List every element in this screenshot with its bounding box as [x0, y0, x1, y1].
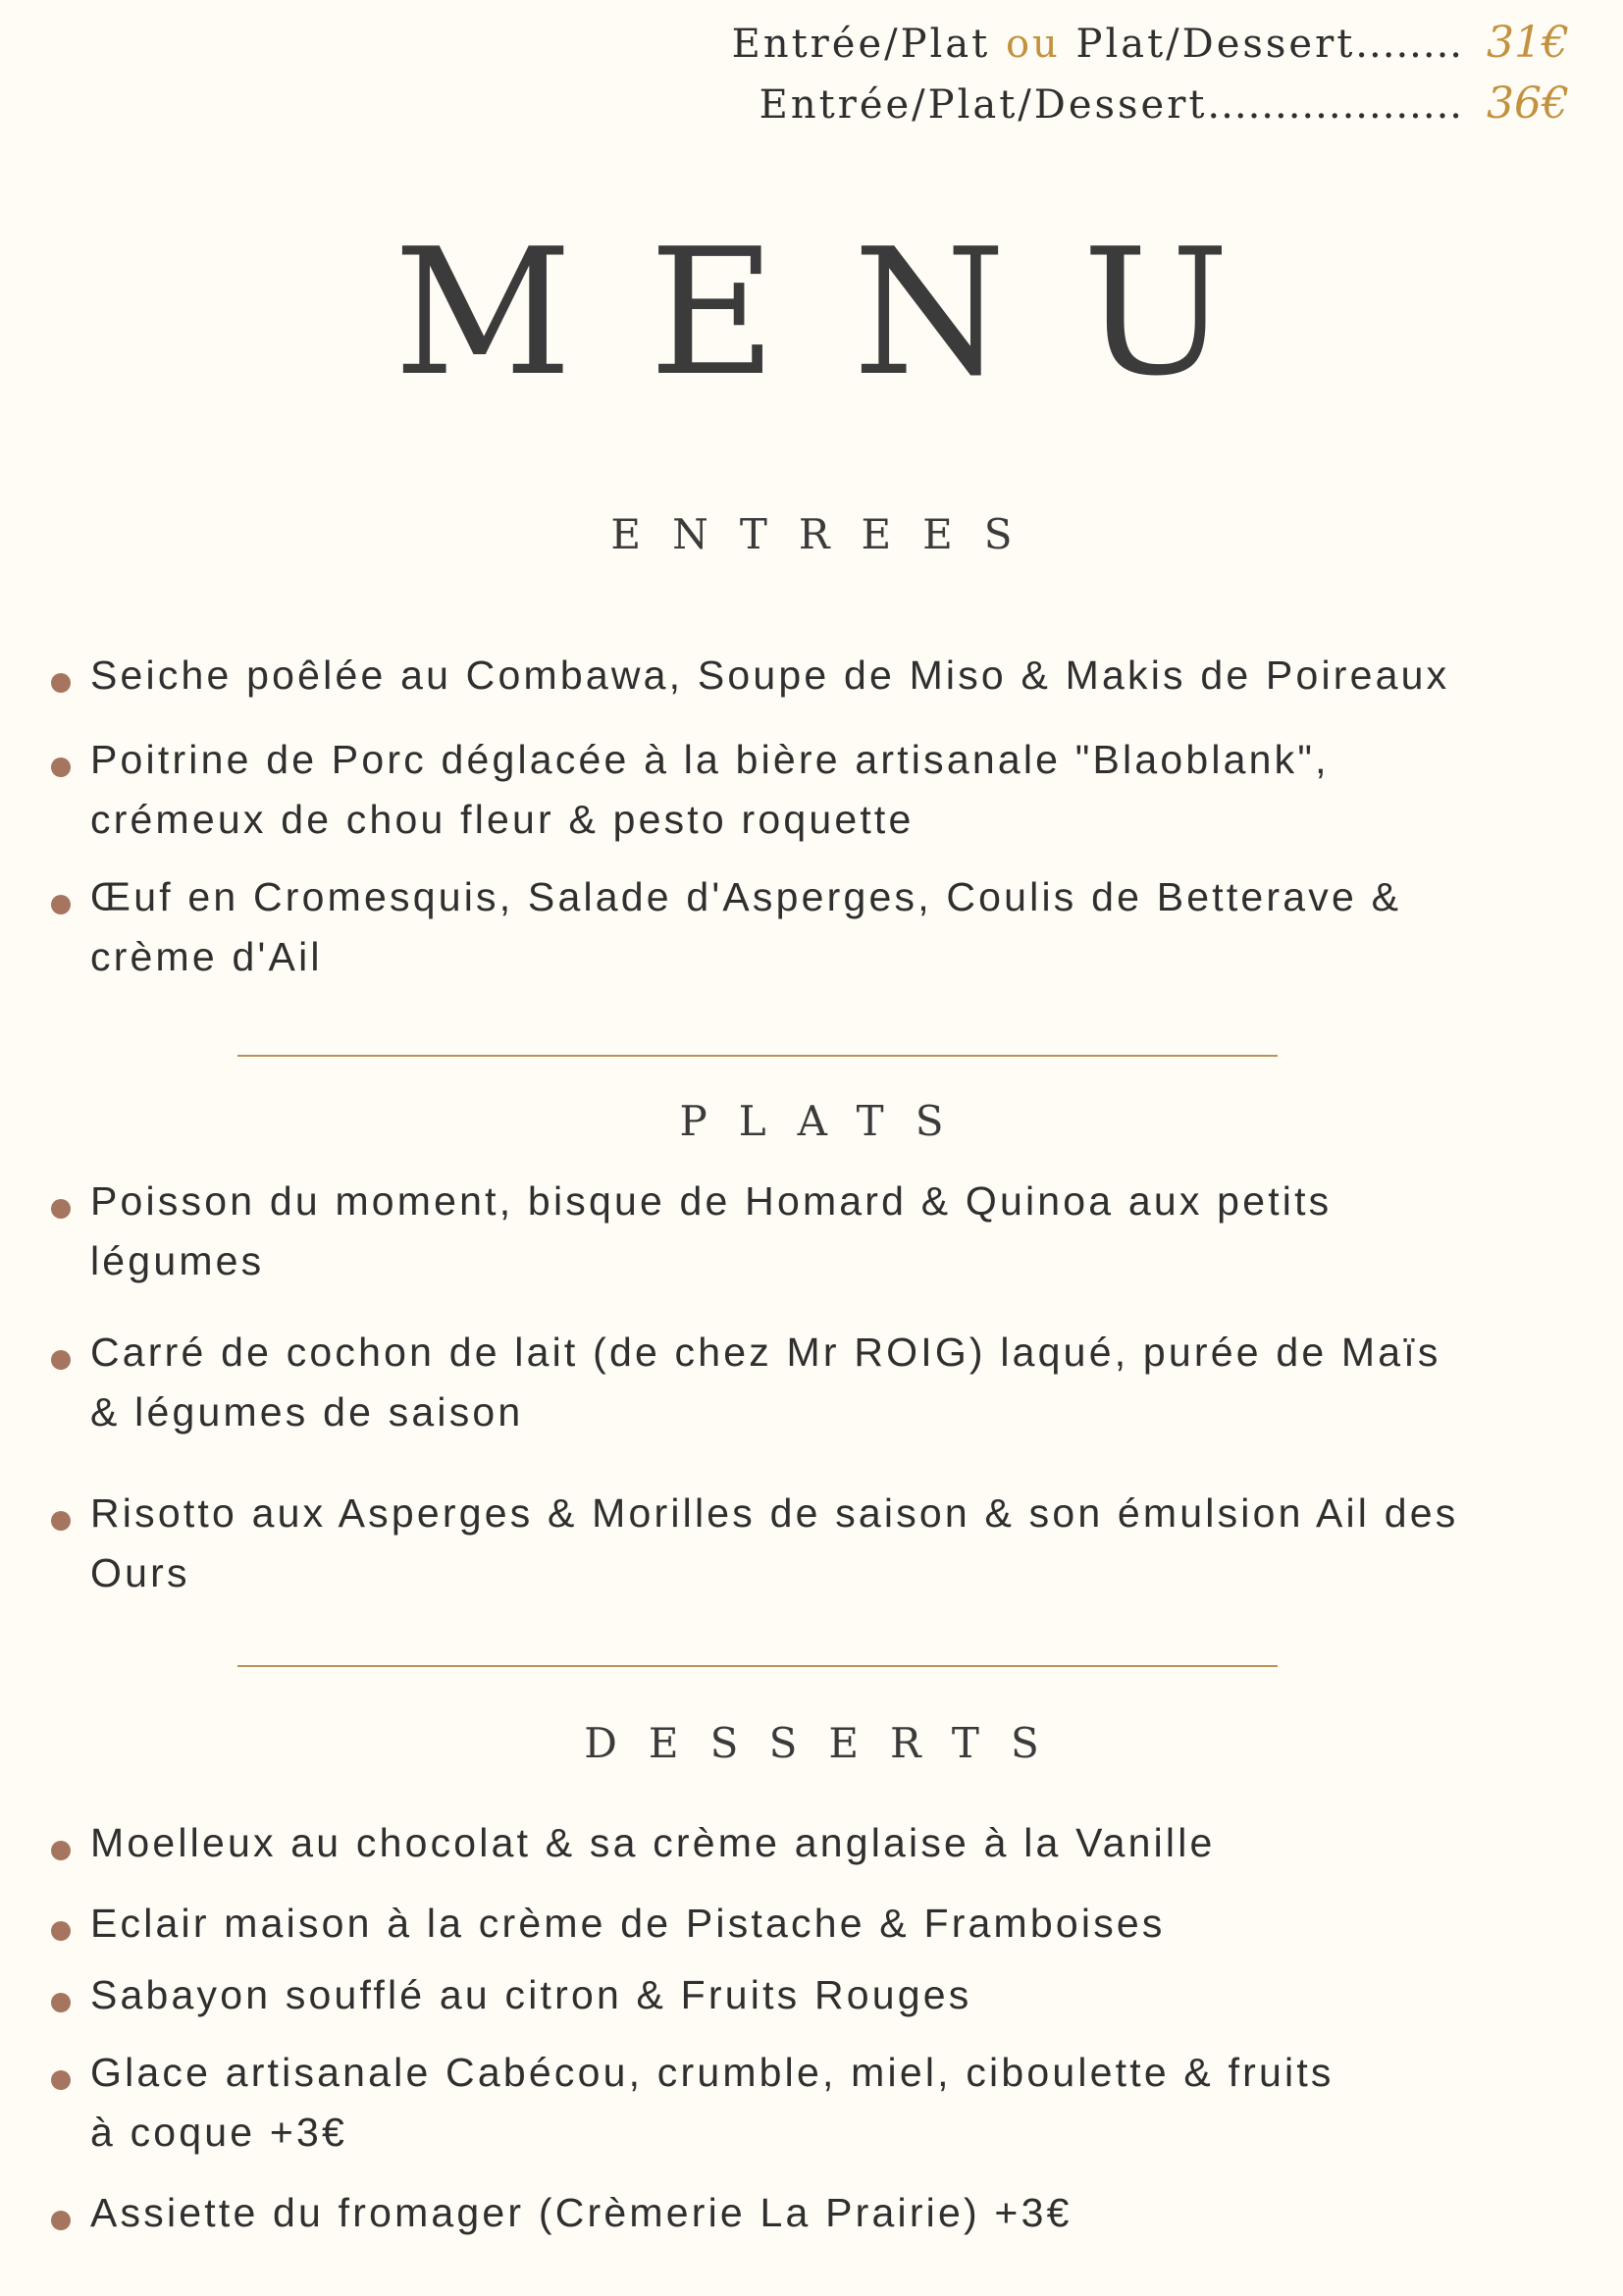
menu-item-text: Glace artisanale Cabécou, crumble, miel, ciboulette & fruits à coque +3€	[90, 2050, 1335, 2155]
menu-item-plat	[51, 1484, 1582, 1603]
menu-item-plat	[51, 1323, 1582, 1442]
bullet-dot-icon	[51, 2070, 71, 2090]
menu-title: MENU	[393, 211, 1306, 414]
section-divider	[237, 1665, 1278, 1667]
bullet-dot-icon	[51, 1511, 71, 1531]
menu-item-entree	[51, 646, 1582, 705]
menu-item-text: Poisson du moment, bisque de Homard & Quinoa aux petits légumes	[90, 1178, 1333, 1283]
section-heading-desserts: DESSERTS	[584, 1719, 1071, 1767]
bullet-dot-icon	[51, 1199, 71, 1219]
menu-item-dessert	[51, 2043, 1582, 2163]
menu-item-text: Sabayon soufflé au citron & Fruits Rouges	[90, 1972, 972, 2017]
bullet-dot-icon	[51, 2211, 71, 2230]
bullet-dot-icon	[51, 1841, 71, 1860]
menu-item-text: Poitrine de Porc déglacée à la bière artisanale "Blaoblank", crémeux de chou fleur & pesto roquette	[90, 737, 1330, 842]
price-label-part: Entrée/Plat	[731, 22, 1006, 67]
bullet-dot-icon	[51, 757, 71, 777]
menu-item-text: Œuf en Cromesquis, Salade d'Asperges, Coulis de Betterave & crème d'Ail	[90, 874, 1402, 979]
section-heading-plats: PLATS	[679, 1097, 975, 1145]
bullet-dot-icon	[51, 895, 71, 914]
price-label	[732, 22, 1356, 67]
menu-item-text: Seiche poêlée au Combawa, Soupe de Miso & Makis de Poireaux	[90, 652, 1450, 698]
menu-item-dessert	[51, 1965, 1582, 2025]
bullet-dot-icon	[51, 1921, 71, 1941]
bullet-dot-icon	[51, 1993, 71, 2012]
menu-item-text: Carré de cochon de lait (de chez Mr ROIG) laqué, purée de Maïs & légumes de saison	[90, 1330, 1441, 1435]
menu-item-text: Assiette du fromager (Crèmerie La Prairie) +3€	[90, 2190, 1073, 2235]
bullet-dot-icon	[51, 1350, 71, 1370]
price-dots: ........	[1355, 22, 1464, 67]
price-dots: ...................	[1207, 82, 1464, 128]
price-label-accent: ou	[1005, 22, 1061, 67]
menu-item-dessert	[51, 1894, 1582, 1954]
section-heading-entrees: ENTREES	[610, 510, 1044, 558]
menu-item-dessert	[51, 2183, 1582, 2243]
price-block	[732, 18, 1569, 139]
price-line-three-courses	[732, 78, 1569, 139]
menu-item-entree	[51, 730, 1582, 850]
bullet-dot-icon	[51, 673, 71, 693]
menu-item-text: Risotto aux Asperges & Morilles de saison & son émulsion Ail des Ours	[90, 1490, 1459, 1595]
price-value: 31€	[1487, 18, 1569, 68]
menu-item-dessert	[51, 1813, 1582, 1873]
menu-item-entree	[51, 867, 1582, 987]
price-line-two-courses	[732, 18, 1569, 78]
price-label-part: Plat/Dessert	[1060, 22, 1356, 67]
section-divider	[237, 1055, 1278, 1057]
menu-item-text: Eclair maison à la crème de Pistache & Framboises	[90, 1901, 1166, 1946]
price-label-part: Entrée/Plat/Dessert	[759, 82, 1208, 128]
price-value: 36€	[1487, 78, 1569, 129]
menu-item-text: Moelleux au chocolat & sa crème anglaise à la Vanille	[90, 1820, 1216, 1865]
menu-item-plat	[51, 1172, 1582, 1291]
price-label	[759, 82, 1208, 128]
